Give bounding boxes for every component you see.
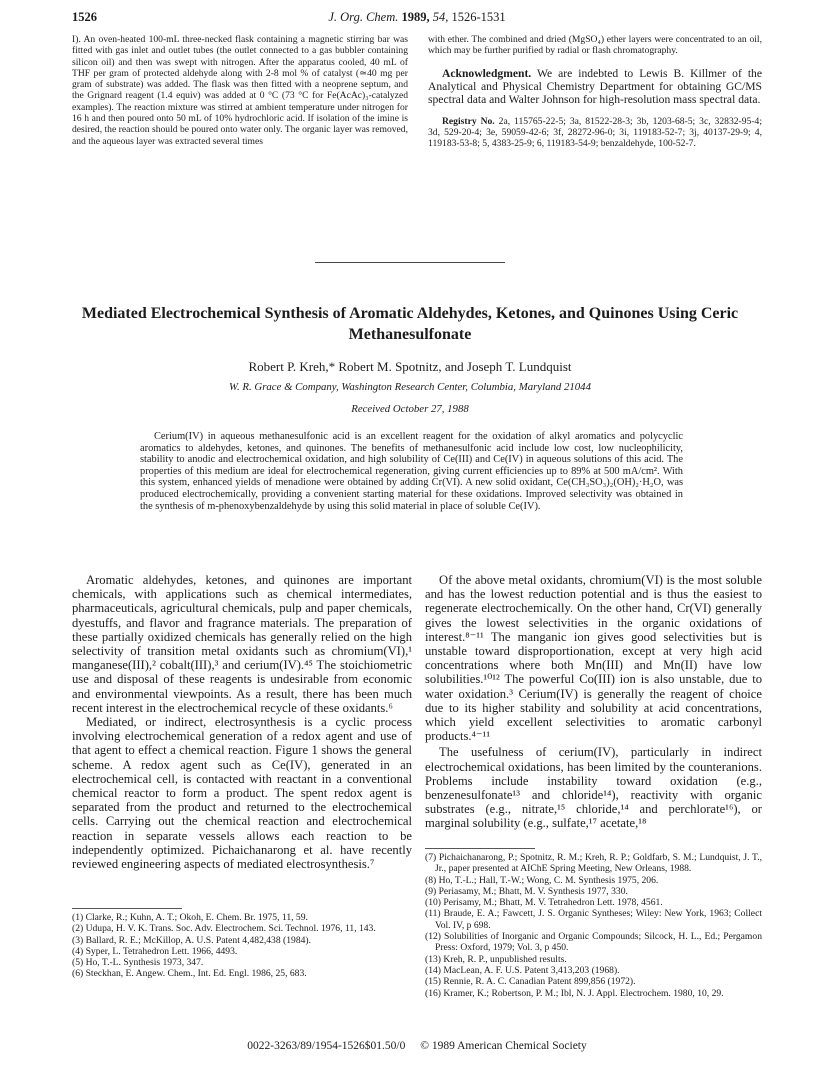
article-code: 0022-3263/89/1954-1526$01.50/0 — [247, 1040, 406, 1052]
copyright: © 1989 American Chemical Society — [420, 1040, 587, 1052]
footnote: (13) Kreh, R. P., unpublished results. — [425, 953, 567, 965]
journal-abbrev: J. Org. Chem. — [328, 10, 399, 24]
body-left-column — [72, 573, 412, 871]
body-paragraph: Aromatic aldehydes, ketones, and quinones are important chemicals, with applications such as chemical intermediates, pharmaceuticals, agricultural chemicals, pulp and paper chemicals, dyestuffs, and flavor and fragrance materials. The preparation of these partially oxidized chemicals has generally relied on the high selectivity of transition metal oxidants such as chromium(VI),¹ manganese(III),² cobalt(III),³ and cerium(IV).⁴⁵ The stoichiometric use and disposal of these reagents is undesirable from economic and environmental viewpoints. As a result, there has been much recent interest in the electrochemical recycle of these oxidants.⁶ — [72, 573, 412, 715]
journal-pages: 1526-1531 — [451, 10, 506, 24]
article-separator-rule — [315, 262, 505, 263]
prev-article-continued-text: with ether. The combined and dried (MgSO₄) ether layers were concentrated to an oil, which may be further purified by radial or flash chromatography. — [428, 34, 762, 57]
body-paragraph: Mediated, or indirect, electrosynthesis is a cyclic process involving electrochemical generation of a redox agent and use of that agent to effect a chemical reaction. Figure 1 shows the general scheme. A redox agent such as Ce(IV), generated in an electrochemical cell, is contacted with reactant in a conventional chemical reactor to form a product. The spent redox agent is separated from the product and returned to the electrochemical cells. Carrying out the chemical reaction and electrochemical reaction in separate vessels allows each reaction to be independently optimized. Pichaichanarong et al. have recently reviewed engineering aspects of mediated electrosynthesis.⁷ — [72, 715, 412, 872]
footnote: (2) Udupa, H. V. K. Trans. Soc. Adv. Electrochem. Sci. Technol. 1976, 11, 143. — [72, 923, 376, 935]
prev-article-left-column — [72, 34, 408, 147]
body-paragraph: Of the above metal oxidants, chromium(VI) is the most soluble and has the lowest reduction potential and is thus the easiest to regenerate electrochemically. On the other hand, Cr(VI) generally gives the lowest selectivities in the organic oxidations of interest.⁸⁻¹¹ The manganic ion gives good selectivities but is unstable toward disproportionation, except at very high acid concentrations where both Mn(III) and Mn(II) have low solubilities.¹⁰¹² The powerful Co(III) ion is also unstable, due to water oxidation.³ Cerium(IV) is generally the reagent of choice due to its higher stability and solubility at acid concentrations, which yield excellent selectivities to aromatic carbonyl products.⁴⁻¹¹ — [425, 573, 762, 744]
footnote: (15) Rennie, R. A. C. Canadian Patent 899,856 (1972). — [425, 976, 636, 988]
received-date: Received October 27, 1988 — [351, 403, 469, 415]
footnote: (1) Clarke, R.; Kuhn, A. T.; Okoh, E. Chem. Br. 1975, 11, 59. — [72, 912, 308, 923]
acknowledgment-text: We are indebted to Lewis B. Killmer of the Analytical and Physical Chemistry Department for obtaining GC/MS spectral data and Walter Johnson for high-resolution mass spectral data. — [428, 66, 762, 107]
footnote: (14) MacLean, A. F. U.S. Patent 3,413,203 (1968). — [425, 964, 620, 976]
footnote: (12) Solubilities of Inorganic and Organic Compounds; Silcock, H. L., Ed.; Pergamon Press: Oxford, 1979; Vol. 3, p 450. — [425, 931, 762, 954]
registry-heading: Registry No. — [442, 115, 495, 127]
article-affiliation: W. R. Grace & Company, Washington Research Center, Columbia, Maryland 21044 — [229, 381, 591, 393]
journal-volume: 54, — [432, 10, 449, 24]
running-header — [72, 10, 762, 26]
journal-year: 1989, — [401, 10, 430, 24]
page-footer — [72, 1040, 762, 1052]
footnote: (16) Kramer, K.; Robertson, P. M.; Ibl, N. J. Appl. Electrochem. 1980, 10, 29. — [425, 987, 724, 999]
acknowledgment-heading: Acknowledgment. — [442, 66, 532, 80]
footnote: (8) Ho, T.-L.; Hall, T.-W.; Wong, C. M. Synthesis 1975, 206. — [425, 874, 659, 886]
prev-article-right-column — [428, 34, 762, 150]
registry-text: 2a, 115765-22-5; 3a, 81522-28-3; 3b, 1203-68-5; 3c, 32832-95-4; 3d, 529-20-4; 3e, 59059-42-6; 3f, 28272-96-0; 3i, 119183-52-7; 3j, 40137-29-9; 4, 119183-53-8; 5, 4383-25-9; 6, 119183-54-9; benzaldehyde, 100-52-7. — [428, 115, 762, 150]
footnote-rule-right — [425, 848, 535, 849]
footnote: (6) Steckhan, E. Angew. Chem., Int. Ed. Engl. 1986, 25, 683. — [72, 968, 307, 980]
article-authors: Robert P. Kreh,* Robert M. Spotnitz, and Joseph T. Lundquist — [248, 359, 572, 374]
page-number: 1526 — [72, 10, 97, 24]
footnote: (9) Periasamy, M.; Bhatt, M. V. Synthesis 1977, 330. — [425, 885, 628, 897]
footnotes-left — [72, 912, 412, 980]
journal-citation — [72, 10, 762, 25]
footnote: (11) Braude, E. A.; Fawcett, J. S. Organic Syntheses; Wiley: New York, 1963; Collect Vol. IV, p 698. — [425, 908, 762, 931]
article-abstract: Cerium(IV) in aqueous methanesulfonic acid is an excellent reagent for the oxidation of alkyl aromatics and polycyclic aromatics to aldehydes, ketones, and quinones. The benefits of methanesulfonic acid include low cost, low nucleophilicity, stability to anodic and electrochemical oxidation, and high solubility of Ce(III) and Ce(IV) in aqueous solutions of this acid. The properties of this medium are ideal for electrochemical regeneration, giving current efficiencies up to 89% at 500 mA/cm². With this system, enhanced yields of menadione were obtained by adding Cr(VI). A new solid oxidant, Ce(CH₃SO₃)₂(OH)₂·H₂O, was produced electrochemically, providing a convenient starting material for these oxidations. Improved selectivity was obtained in the synthesis of m-phenoxybenzaldehyde by using this solid material in place of soluble Ce(IV). — [140, 431, 683, 512]
acknowledgment — [428, 67, 762, 107]
footnote-rule-left — [72, 908, 182, 909]
body-paragraph: The usefulness of cerium(IV), particularly in indirect electrochemical oxidations, has been limited by the counteranions. Problems include instability toward oxidation (e.g., benzenesulfonate¹³ and chloride¹⁴), reactivity with organic substrates (e.g., nitrate,¹⁵ chloride,¹⁴ and perchlorate¹⁶), or marginal solubility (e.g., sulfate,¹⁷ acetate,¹⁸ — [425, 745, 762, 831]
article-title: Mediated Electrochemical Synthesis of Aromatic Aldehydes, Ketones, and Quinones Using Ceric Methanesulfonate — [81, 305, 739, 343]
footnote: (4) Syper, L. Tetrahedron Lett. 1966, 4493. — [72, 945, 238, 957]
footnote: (7) Pichaichanarong, P.; Spotnitz, R. M.; Kreh, R. P.; Goldfarb, S. M.; Lundquist, J. T., Jr., paper presented at AIChE Spring Meeting, New Orleans, 1988. — [425, 852, 762, 875]
footnote: (5) Ho, T.-L. Synthesis 1973, 347. — [72, 957, 204, 969]
prev-article-experimental-text: I). An oven-heated 100-mL three-necked flask containing a magnetic stirring bar was fitted with gas inlet and outlet tubes (the outlet connected to a gas bubbler containing silicon oil) and then was swept with nitrogen. After the apparatus cooled, 40 mL of THF per gram of protected aldehyde along with 2-8 mol % of catalyst (≃40 mg per gram of substrate) was added. The flask was then fitted with a neoprene septum, and the Grignard reagent (1.4 equiv) was added at 0 °C (73 °C for Fe(AcAc)₃-catalyzed examples). The reaction mixture was stirred at ambient temperature under nitrogen for 16 h and then poured onto 50 mL of 10% hydrochloric acid. If isolation of the imine is desired, the reaction should be poured onto water only. The organic layer was removed, and the aqueous layer was extracted several times — [72, 34, 408, 147]
footnote: (3) Ballard, R. E.; McKillop, A. U.S. Patent 4,482,438 (1984). — [72, 934, 312, 946]
registry-numbers — [428, 116, 762, 150]
footnotes-right — [425, 852, 762, 999]
footnote: (10) Perisamy, M.; Bhatt, M. V. Tetrahedron Lett. 1978, 4561. — [425, 897, 663, 909]
body-right-column — [425, 573, 762, 831]
